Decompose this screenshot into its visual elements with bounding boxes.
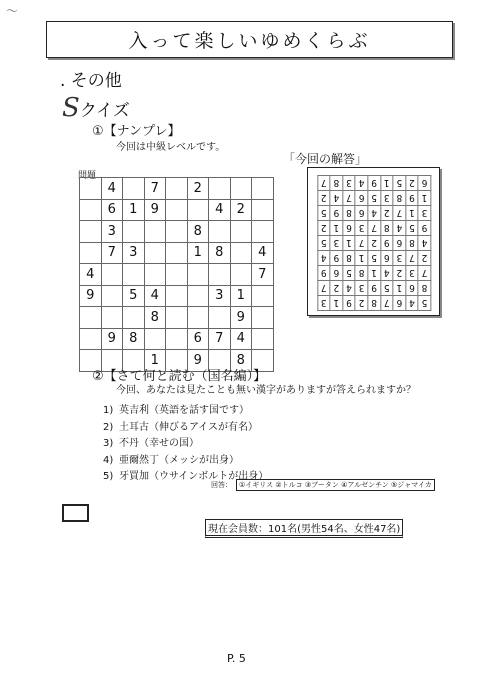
puzzle-cell xyxy=(144,242,166,264)
grid-row xyxy=(80,221,274,243)
puzzle-cell xyxy=(187,285,209,307)
answer-cell: 4 xyxy=(393,221,406,236)
puzzle-cell xyxy=(166,307,188,329)
puzzle-cell xyxy=(209,221,231,243)
answer-cell: 1 xyxy=(418,191,431,206)
q2-heading: ②【さて何と読む（国名編）】 xyxy=(92,369,267,384)
puzzle-cell: 7 xyxy=(252,264,274,286)
puzzle-cell: 4 xyxy=(252,242,274,264)
answer-cell: 5 xyxy=(368,191,381,206)
item-text: 牙買加（ウサインボルトが出身） xyxy=(119,471,269,482)
puzzle-cell: 3 xyxy=(101,221,123,243)
answer-cell: 7 xyxy=(406,251,419,266)
answer-cell: 8 xyxy=(380,221,393,236)
puzzle-cell xyxy=(123,178,145,200)
puzzle-cell: 2 xyxy=(187,178,209,200)
answer-cell: 5 xyxy=(418,296,431,311)
member-count: 現在会員数：101名(男性54名、女性47名) xyxy=(205,519,403,538)
puzzle-cell xyxy=(230,242,252,264)
answer-cell: 3 xyxy=(343,176,356,191)
grid-row xyxy=(80,328,274,350)
q2-list xyxy=(103,403,268,486)
answer-cell: 3 xyxy=(380,191,393,206)
answer-cell: 1 xyxy=(330,296,343,311)
puzzle-cell: 4 xyxy=(144,285,166,307)
answer-cell: 1 xyxy=(343,236,356,251)
grid-row xyxy=(80,307,274,329)
answer-cell: 8 xyxy=(355,266,368,281)
answer-cell: 9 xyxy=(330,206,343,221)
puzzle-cell xyxy=(187,307,209,329)
answer-cell: 2 xyxy=(318,191,331,206)
grid-row xyxy=(318,236,431,251)
answer-cell: 4 xyxy=(380,266,393,281)
puzzle-cell: 4 xyxy=(101,178,123,200)
answer-cell: 8 xyxy=(368,296,381,311)
answer-cell: 9 xyxy=(418,221,431,236)
puzzle-cell xyxy=(252,307,274,329)
puzzle-cell: 8 xyxy=(187,221,209,243)
answer-cell: 3 xyxy=(330,236,343,251)
answer-cell: 9 xyxy=(343,296,356,311)
puzzle-cell: 3 xyxy=(209,285,231,307)
grid-row xyxy=(80,178,274,200)
puzzle-cell xyxy=(80,242,102,264)
answer-cell: 6 xyxy=(380,251,393,266)
numpre-heading: ①【ナンプレ】 xyxy=(92,124,181,139)
puzzle-cell: 1 xyxy=(144,350,166,372)
grid-row xyxy=(80,264,274,286)
puzzle-cell xyxy=(101,285,123,307)
list-item xyxy=(103,453,268,470)
puzzle-cell xyxy=(230,178,252,200)
answer-cell: 7 xyxy=(368,221,381,236)
answer-cell: 4 xyxy=(355,176,368,191)
title-text: 入って楽しいゆめくらぶ xyxy=(128,30,371,52)
puzzle-cell: 9 xyxy=(101,328,123,350)
puzzle-cell: 1 xyxy=(187,242,209,264)
puzzle-cell xyxy=(230,264,252,286)
puzzle-cell xyxy=(209,178,231,200)
list-item xyxy=(103,403,268,420)
grid-row xyxy=(80,285,274,307)
grid-row xyxy=(318,176,431,191)
puzzle-cell: 7 xyxy=(144,178,166,200)
answer-header: 回答： xyxy=(211,481,232,489)
answer-cell: 3 xyxy=(318,296,331,311)
answer-cell: 9 xyxy=(368,176,381,191)
puzzle-cell xyxy=(209,307,231,329)
answer-cell: 2 xyxy=(318,221,331,236)
item-text: 亜爾然丁（メッシが出身） xyxy=(119,454,239,466)
item-text: 土耳古（伸びるアイスが有名） xyxy=(119,421,258,433)
answer-cell: 2 xyxy=(406,176,419,191)
answer-cell: 6 xyxy=(406,281,419,296)
puzzle-cell: 8 xyxy=(230,350,252,372)
answer-cell: 9 xyxy=(330,251,343,266)
puzzle-cell xyxy=(101,307,123,329)
answer-cell: 6 xyxy=(418,176,431,191)
list-item xyxy=(103,420,268,437)
answer-cell: 6 xyxy=(330,266,343,281)
answer-frame xyxy=(307,167,440,316)
grid-row xyxy=(318,206,431,221)
puzzle-label: 問題 xyxy=(78,171,97,181)
answer-cell: 8 xyxy=(406,236,419,251)
grid-row xyxy=(318,221,431,236)
answer-cell: 1 xyxy=(393,281,406,296)
page-number: P. 5 xyxy=(227,652,246,665)
puzzle-cell: 3 xyxy=(123,242,145,264)
puzzle-cell: 4 xyxy=(230,328,252,350)
answer-cell: 6 xyxy=(393,236,406,251)
item-number: 2) xyxy=(103,421,114,433)
puzzle-cell: 4 xyxy=(80,264,102,286)
answer-cell: 8 xyxy=(343,251,356,266)
answer-cell: 5 xyxy=(406,221,419,236)
answer-cell: 8 xyxy=(393,191,406,206)
puzzle-cell: 8 xyxy=(123,328,145,350)
puzzle-cell xyxy=(166,178,188,200)
puzzle-cell: 7 xyxy=(101,242,123,264)
answer-cell: 7 xyxy=(355,236,368,251)
quiz-s-letter: S xyxy=(62,93,80,123)
puzzle-cell: 7 xyxy=(209,328,231,350)
answer-cell: 2 xyxy=(368,236,381,251)
grid-row xyxy=(318,281,431,296)
puzzle-cell xyxy=(166,328,188,350)
grid-row xyxy=(318,296,431,311)
puzzle-cell: 8 xyxy=(209,242,231,264)
answer-cell: 8 xyxy=(330,176,343,191)
grid-row xyxy=(318,266,431,281)
answer-cell: 2 xyxy=(330,281,343,296)
puzzle-cell xyxy=(144,264,166,286)
grid-row xyxy=(80,199,274,221)
puzzle-cell: 4 xyxy=(209,199,231,221)
item-text: 英吉利（英語を話す国です） xyxy=(119,405,249,416)
puzzle-cell: 6 xyxy=(101,199,123,221)
item-number: 4) xyxy=(103,454,114,466)
answer-cell: 7 xyxy=(318,176,331,191)
sudoku-answer-grid xyxy=(317,175,431,311)
answer-cell: 5 xyxy=(380,281,393,296)
puzzle-cell: 9 xyxy=(187,350,209,372)
puzzle-cell xyxy=(123,221,145,243)
puzzle-cell: 5 xyxy=(123,285,145,307)
answer-cell: 5 xyxy=(393,176,406,191)
answer-cell: 5 xyxy=(318,236,331,251)
puzzle-cell xyxy=(80,221,102,243)
puzzle-cell: 6 xyxy=(187,328,209,350)
puzzle-cell xyxy=(187,264,209,286)
q2-answer-line xyxy=(211,480,435,490)
answer-cell: 4 xyxy=(406,296,419,311)
answer-cell: 6 xyxy=(393,296,406,311)
answer-cell: 6 xyxy=(343,221,356,236)
answer-cell: 5 xyxy=(343,266,356,281)
answer-cell: 1 xyxy=(330,221,343,236)
answer-cell: 5 xyxy=(368,251,381,266)
puzzle-cell xyxy=(252,199,274,221)
answer-cell: 2 xyxy=(393,266,406,281)
answer-cell: 2 xyxy=(380,206,393,221)
puzzle-cell xyxy=(166,285,188,307)
puzzle-cell xyxy=(80,307,102,329)
answer-label: 「今回の解答」 xyxy=(283,152,368,166)
item-number: 1) xyxy=(103,405,114,416)
answer-text: ①イギリス ②トルコ ③ブータン ④アルゼンチン ⑤ジャマイカ xyxy=(236,479,435,491)
answer-cell: 7 xyxy=(318,281,331,296)
answer-cell: 1 xyxy=(406,206,419,221)
corner-mark: 〜 xyxy=(6,4,19,18)
answer-cell: 4 xyxy=(418,236,431,251)
answer-cell: 3 xyxy=(418,206,431,221)
answer-cell: 3 xyxy=(406,266,419,281)
puzzle-cell xyxy=(166,221,188,243)
answer-cell: 4 xyxy=(318,251,331,266)
item-number: 5) xyxy=(103,471,114,482)
answer-cell: 7 xyxy=(380,296,393,311)
puzzle-cell xyxy=(80,199,102,221)
grid-row xyxy=(318,251,431,266)
answer-cell: 1 xyxy=(380,176,393,191)
puzzle-cell: 1 xyxy=(230,285,252,307)
q2-intro: 今回、あなたは見たことも無い漢字がありますが答えられますか？ xyxy=(116,385,416,396)
answer-cell: 3 xyxy=(355,221,368,236)
answer-cell: 9 xyxy=(380,236,393,251)
answer-cell: 7 xyxy=(343,191,356,206)
puzzle-cell xyxy=(252,285,274,307)
answer-cell: 4 xyxy=(330,191,343,206)
puzzle-cell xyxy=(166,242,188,264)
grid-row xyxy=(80,242,274,264)
puzzle-cell xyxy=(187,199,209,221)
answer-cell: 7 xyxy=(418,266,431,281)
answer-cell: 2 xyxy=(355,296,368,311)
puzzle-cell xyxy=(252,221,274,243)
answer-cell: 2 xyxy=(418,251,431,266)
puzzle-cell xyxy=(252,328,274,350)
answer-cell: 6 xyxy=(355,206,368,221)
puzzle-cell: 8 xyxy=(144,307,166,329)
puzzle-cell xyxy=(252,178,274,200)
puzzle-cell xyxy=(123,264,145,286)
item-number: 3) xyxy=(103,438,114,449)
puzzle-cell: 9 xyxy=(80,285,102,307)
puzzle-cell: 1 xyxy=(123,199,145,221)
answer-cell: 4 xyxy=(343,281,356,296)
answer-cell: 7 xyxy=(393,206,406,221)
answer-cell: 9 xyxy=(368,281,381,296)
list-item xyxy=(103,436,268,453)
puzzle-cell xyxy=(80,328,102,350)
puzzle-cell xyxy=(209,264,231,286)
answer-cell: 3 xyxy=(393,251,406,266)
grid-row xyxy=(318,191,431,206)
newsletter-title xyxy=(46,21,453,58)
puzzle-cell xyxy=(230,221,252,243)
answer-cell: 1 xyxy=(355,251,368,266)
puzzle-cell xyxy=(144,328,166,350)
answer-cell: 6 xyxy=(355,191,368,206)
answer-cell: 8 xyxy=(418,281,431,296)
numpre-note: 今回は中級レベルです。 xyxy=(116,142,226,153)
answer-cell: 3 xyxy=(355,281,368,296)
puzzle-cell: 9 xyxy=(230,307,252,329)
section-heading: . その他 xyxy=(60,71,122,91)
answer-cell: 9 xyxy=(318,266,331,281)
quiz-heading xyxy=(62,93,130,123)
puzzle-cell xyxy=(166,199,188,221)
puzzle-cell: 2 xyxy=(230,199,252,221)
puzzle-cell xyxy=(123,307,145,329)
puzzle-cell: 9 xyxy=(144,199,166,221)
quiz-label: クイズ xyxy=(79,101,130,121)
answer-cell: 5 xyxy=(318,206,331,221)
puzzle-cell xyxy=(80,178,102,200)
answer-cell: 1 xyxy=(368,266,381,281)
answer-cell: 8 xyxy=(343,206,356,221)
puzzle-cell xyxy=(144,221,166,243)
puzzle-cell xyxy=(101,264,123,286)
answer-cell: 9 xyxy=(406,191,419,206)
answer-cell: 4 xyxy=(368,206,381,221)
item-text: 不丹（幸せの国） xyxy=(119,438,199,449)
sudoku-puzzle-grid xyxy=(79,177,274,372)
empty-box xyxy=(62,504,89,522)
puzzle-cell xyxy=(166,264,188,286)
